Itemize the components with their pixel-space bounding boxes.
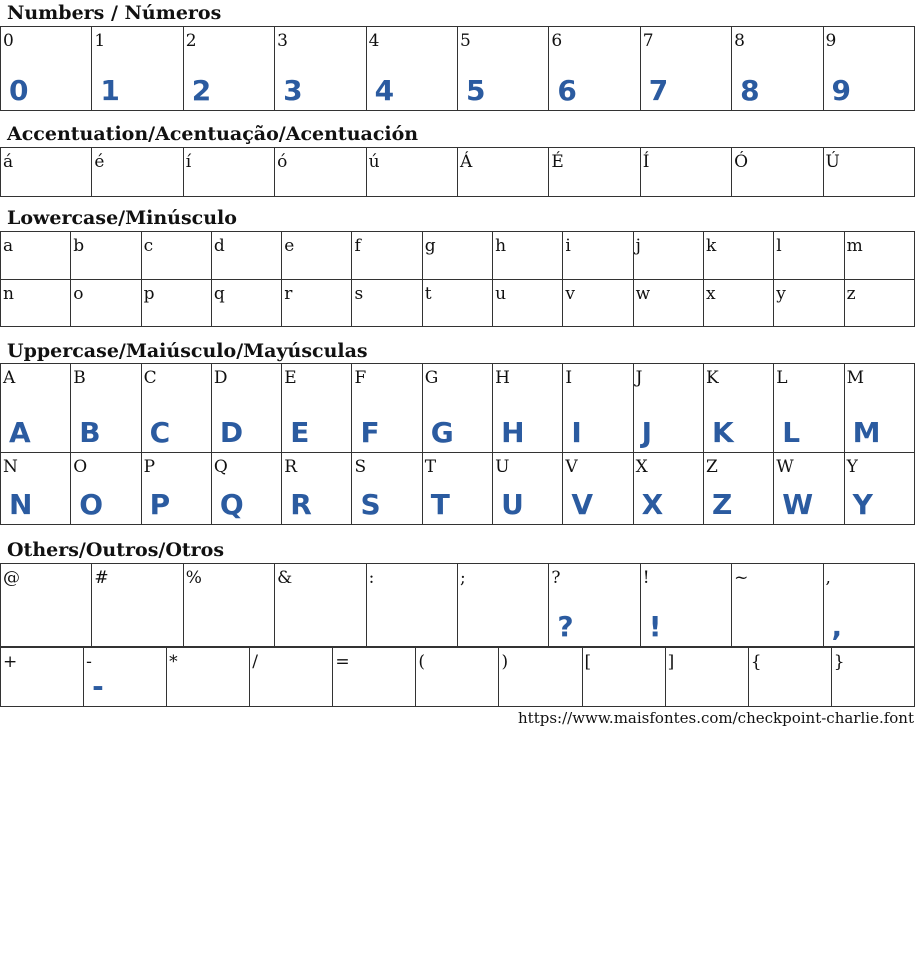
- glyph-label: á: [3, 152, 14, 172]
- section-title-uppercase: Uppercase/Maiúsculo/Mayúsculas: [7, 340, 368, 362]
- glyph-sample: 6: [557, 74, 577, 107]
- glyph-cell: [493, 280, 563, 327]
- glyph-label: 3: [277, 31, 288, 51]
- glyph-label: í: [185, 152, 192, 172]
- glyph-cell: [250, 648, 333, 707]
- glyph-cell: [275, 27, 366, 111]
- glyph-sample: F: [360, 416, 380, 449]
- glyph-sample: 3: [283, 74, 303, 107]
- glyph-label: S: [354, 457, 367, 477]
- glyph-cell: [275, 564, 366, 647]
- glyph-cell: [499, 648, 582, 707]
- glyph-label: r: [284, 284, 293, 304]
- glyph-cell: [92, 564, 183, 647]
- glyph-cell: [92, 27, 183, 111]
- glyph-label: L: [776, 368, 788, 388]
- glyph-label: l: [776, 236, 782, 256]
- glyph-sample: 0: [9, 74, 29, 107]
- glyph-label: m: [846, 236, 863, 256]
- glyph-label: M: [846, 368, 864, 388]
- glyph-cell: [703, 232, 773, 280]
- glyph-label: c: [143, 236, 154, 256]
- glyph-sample: J: [641, 416, 653, 449]
- glyph-label: E: [284, 368, 297, 388]
- glyph-cell: [831, 648, 914, 707]
- glyph-label: ): [501, 652, 509, 672]
- glyph-sample: Y: [852, 488, 873, 521]
- glyph-cell: [141, 453, 211, 525]
- glyph-cell: [282, 453, 352, 525]
- glyph-cell: [549, 564, 640, 647]
- glyph-cell: [352, 453, 422, 525]
- glyph-label: +: [3, 652, 18, 672]
- glyph-label: Ó: [734, 152, 749, 172]
- glyph-sample: -: [92, 670, 104, 703]
- glyph-label: {: [750, 652, 762, 672]
- glyph-sample: 1: [100, 74, 120, 107]
- glyph-label: f: [354, 236, 361, 256]
- glyph-sample: 8: [740, 74, 760, 107]
- glyph-cell: [422, 364, 492, 453]
- glyph-label: ~: [734, 568, 749, 588]
- glyph-label: o: [73, 284, 84, 304]
- glyph-label: t: [424, 284, 432, 304]
- glyph-label: !: [642, 568, 650, 588]
- glyph-sample: P: [149, 488, 171, 521]
- glyph-cell: [167, 648, 250, 707]
- glyph-cell: [703, 453, 773, 525]
- glyph-cell: [1, 148, 92, 197]
- glyph-sample: M: [852, 416, 881, 449]
- glyph-cell: [844, 232, 914, 280]
- glyph-label: W: [776, 457, 794, 477]
- glyph-cell: [71, 280, 141, 327]
- glyph-sample: L: [782, 416, 801, 449]
- glyph-label: g: [424, 236, 436, 256]
- glyph-sample: B: [79, 416, 101, 449]
- glyph-label: #: [94, 568, 109, 588]
- glyph-cell: [422, 232, 492, 280]
- glyph-label: &: [277, 568, 293, 588]
- grid-row: [1, 364, 915, 453]
- glyph-label: G: [424, 368, 439, 388]
- glyph-cell: [844, 453, 914, 525]
- glyph-label: ?: [551, 568, 561, 588]
- glyph-cell: [141, 232, 211, 280]
- glyph-cell: [141, 280, 211, 327]
- glyph-label: k: [705, 236, 717, 256]
- glyph-cell: [665, 648, 748, 707]
- glyph-cell: [563, 453, 633, 525]
- glyph-cell: [563, 280, 633, 327]
- glyph-cell: [633, 280, 703, 327]
- glyph-cell: [183, 148, 274, 197]
- glyph-label: 5: [459, 31, 471, 51]
- glyph-cell: [211, 280, 281, 327]
- glyph-cell: [92, 148, 183, 197]
- glyph-cell: [416, 648, 499, 707]
- glyph-cell: [640, 148, 731, 197]
- glyph-sample: ,: [831, 610, 843, 643]
- glyph-sample: Q: [219, 488, 244, 521]
- glyph-cell: [493, 453, 563, 525]
- glyph-label: Q: [213, 457, 228, 477]
- glyph-sample: E: [290, 416, 310, 449]
- glyph-label: A: [3, 368, 16, 388]
- glyph-cell: [84, 648, 167, 707]
- glyph-label: J: [635, 368, 643, 388]
- glyph-label: n: [3, 284, 14, 304]
- glyph-cell: [823, 27, 914, 111]
- glyph-label: v: [565, 284, 575, 304]
- glyph-sample: 2: [191, 74, 212, 107]
- glyph-cell: [366, 27, 457, 111]
- glyph-cell: [71, 364, 141, 453]
- glyph-label: V: [565, 457, 578, 477]
- glyph-label: y: [776, 284, 786, 304]
- glyph-label: [: [584, 652, 592, 672]
- uppercase-grid: [0, 363, 915, 525]
- glyph-label: ú: [368, 152, 380, 172]
- glyph-cell: [422, 453, 492, 525]
- section-title-numbers: Numbers / Números: [7, 2, 222, 24]
- glyph-sample: W: [782, 488, 814, 521]
- glyph-label: q: [213, 284, 225, 304]
- glyph-cell: [549, 148, 640, 197]
- glyph-sample: X: [641, 488, 664, 521]
- glyph-sample: K: [711, 416, 734, 449]
- glyph-sample: 7: [648, 74, 669, 107]
- glyph-label: %: [185, 568, 202, 588]
- glyph-label: =: [335, 652, 350, 672]
- glyph-label: p: [143, 284, 155, 304]
- glyph-label: 2: [185, 31, 197, 51]
- glyph-cell: [282, 232, 352, 280]
- glyph-cell: [1, 27, 92, 111]
- glyph-label: ]: [667, 652, 675, 672]
- glyph-cell: [640, 27, 731, 111]
- glyph-label: T: [424, 457, 437, 477]
- glyph-cell: [1, 648, 84, 707]
- glyph-label: N: [3, 457, 18, 477]
- glyph-label: @: [3, 568, 20, 588]
- glyph-cell: [732, 27, 823, 111]
- section-title-lowercase: Lowercase/Minúsculo: [7, 207, 237, 229]
- glyph-cell: [774, 453, 844, 525]
- glyph-sample: C: [149, 416, 171, 449]
- glyph-cell: [211, 232, 281, 280]
- grid-row: [1, 27, 915, 111]
- glyph-cell: [366, 564, 457, 647]
- glyph-cell: [457, 564, 548, 647]
- glyph-label: u: [495, 284, 507, 304]
- glyph-label: é: [94, 152, 105, 172]
- glyph-cell: [493, 232, 563, 280]
- glyph-cell: [732, 148, 823, 197]
- glyph-cell: [549, 27, 640, 111]
- glyph-label: B: [73, 368, 86, 388]
- glyph-cell: [774, 280, 844, 327]
- glyph-cell: [732, 564, 823, 647]
- grid-row: [1, 564, 915, 647]
- glyph-label: Z: [705, 457, 718, 477]
- glyph-cell: [493, 364, 563, 453]
- glyph-label: ,: [825, 568, 831, 588]
- glyph-cell: [633, 453, 703, 525]
- glyph-sample: S: [360, 488, 381, 521]
- glyph-sample: N: [9, 488, 33, 521]
- glyph-label: *: [169, 652, 178, 672]
- grid-row: [1, 232, 915, 280]
- glyph-label: 4: [368, 31, 380, 51]
- glyph-cell: [1, 280, 71, 327]
- glyph-label: x: [705, 284, 716, 304]
- glyph-label: a: [3, 236, 14, 256]
- glyph-label: e: [284, 236, 295, 256]
- glyph-cell: [275, 148, 366, 197]
- glyph-label: K: [705, 368, 719, 388]
- glyph-sample: !: [648, 610, 662, 643]
- glyph-label: C: [143, 368, 157, 388]
- glyph-label: ó: [277, 152, 288, 172]
- glyph-sample: O: [79, 488, 104, 521]
- glyph-label: 1: [94, 31, 106, 51]
- glyph-cell: [71, 453, 141, 525]
- glyph-cell: [183, 27, 274, 111]
- glyph-label: Á: [459, 152, 473, 172]
- glyph-label: I: [565, 368, 573, 388]
- section-title-accents: Accentuation/Acentuação/Acentuación: [7, 123, 419, 145]
- glyph-sample: V: [571, 488, 594, 521]
- glyph-cell: [211, 453, 281, 525]
- glyph-cell: [352, 232, 422, 280]
- glyph-label: Í: [642, 152, 650, 172]
- glyph-cell: [633, 232, 703, 280]
- glyph-sample: A: [9, 416, 31, 449]
- glyph-cell: [582, 648, 665, 707]
- glyph-cell: [1, 364, 71, 453]
- glyph-sample: Z: [711, 488, 733, 521]
- glyph-cell: [282, 364, 352, 453]
- glyph-sample: I: [571, 416, 582, 449]
- grid-row: [1, 148, 915, 197]
- glyph-label: Ú: [825, 152, 840, 172]
- glyph-label: 8: [734, 31, 745, 51]
- accents-grid: [0, 147, 915, 197]
- numbers-grid: [0, 26, 915, 111]
- glyph-cell: [333, 648, 416, 707]
- glyph-label: j: [635, 236, 641, 256]
- glyph-label: b: [73, 236, 85, 256]
- glyph-label: 6: [551, 31, 563, 51]
- glyph-label: h: [495, 236, 507, 256]
- others-grid-row2: [0, 647, 915, 707]
- glyph-label: 0: [3, 31, 14, 51]
- glyph-cell: [352, 364, 422, 453]
- section-title-others: Others/Outros/Otros: [7, 539, 225, 561]
- glyph-sample: 5: [465, 74, 486, 107]
- glyph-label: É: [551, 152, 564, 172]
- glyph-cell: [703, 280, 773, 327]
- glyph-cell: [1, 564, 92, 647]
- glyph-cell: [71, 232, 141, 280]
- glyph-sample: H: [501, 416, 525, 449]
- grid-row: [1, 648, 915, 707]
- glyph-label: w: [635, 284, 651, 304]
- glyph-label: D: [213, 368, 228, 388]
- glyph-label: O: [73, 457, 88, 477]
- glyph-cell: [823, 564, 914, 647]
- glyph-label: i: [565, 236, 571, 256]
- glyph-label: P: [143, 457, 156, 477]
- glyph-cell: [282, 280, 352, 327]
- glyph-cell: [141, 364, 211, 453]
- glyph-cell: [703, 364, 773, 453]
- glyph-cell: [457, 148, 548, 197]
- glyph-cell: [563, 232, 633, 280]
- glyph-label: ;: [459, 568, 466, 588]
- glyph-sample: D: [219, 416, 244, 449]
- glyph-label: H: [495, 368, 510, 388]
- glyph-sample: ?: [557, 610, 574, 643]
- glyph-sample: G: [430, 416, 454, 449]
- glyph-label: (: [418, 652, 426, 672]
- glyph-label: X: [635, 457, 648, 477]
- others-grid-row1: [0, 563, 915, 647]
- glyph-cell: [844, 364, 914, 453]
- glyph-label: :: [368, 568, 375, 588]
- glyph-label: /: [252, 652, 258, 672]
- glyph-cell: [640, 564, 731, 647]
- glyph-cell: [748, 648, 831, 707]
- glyph-cell: [633, 364, 703, 453]
- glyph-cell: [211, 364, 281, 453]
- grid-row: [1, 280, 915, 327]
- glyph-cell: [457, 27, 548, 111]
- glyph-label: s: [354, 284, 364, 304]
- glyph-cell: [183, 564, 274, 647]
- glyph-cell: [352, 280, 422, 327]
- glyph-label: Y: [846, 457, 858, 477]
- glyph-cell: [563, 364, 633, 453]
- glyph-sample: 4: [374, 74, 395, 107]
- glyph-label: z: [846, 284, 856, 304]
- glyph-cell: [1, 232, 71, 280]
- glyph-label: d: [213, 236, 225, 256]
- glyph-cell: [422, 280, 492, 327]
- glyph-cell: [366, 148, 457, 197]
- glyph-label: 7: [642, 31, 654, 51]
- grid-row: [1, 453, 915, 525]
- glyph-cell: [844, 280, 914, 327]
- glyph-cell: [823, 148, 914, 197]
- glyph-sample: T: [430, 488, 450, 521]
- glyph-sample: R: [290, 488, 312, 521]
- glyph-cell: [1, 453, 71, 525]
- glyph-sample: U: [501, 488, 524, 521]
- glyph-sample: 9: [831, 74, 851, 107]
- glyph-label: R: [284, 457, 297, 477]
- glyph-label: U: [495, 457, 510, 477]
- glyph-cell: [774, 232, 844, 280]
- glyph-label: -: [86, 652, 92, 672]
- glyph-cell: [774, 364, 844, 453]
- lowercase-grid: [0, 231, 915, 327]
- footer-url[interactable]: https://www.maisfontes.com/checkpoint-charlie.font: [518, 709, 914, 727]
- glyph-label: 9: [825, 31, 837, 51]
- glyph-label: }: [833, 652, 845, 672]
- glyph-label: F: [354, 368, 367, 388]
